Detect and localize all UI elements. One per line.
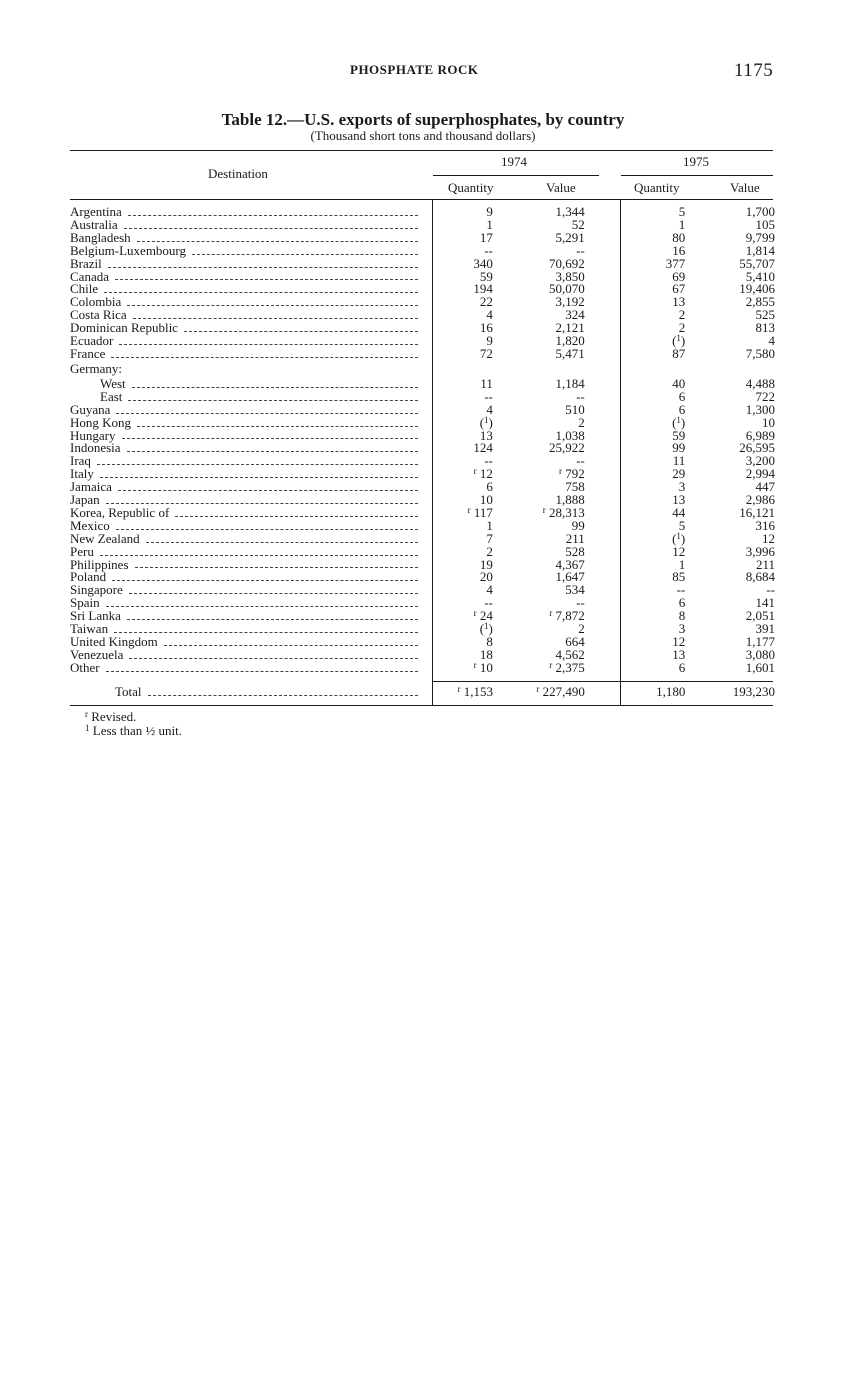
country-name: Venezuela [70,646,124,662]
quantity-1974-cell: 4 [486,307,493,323]
table-subtitle: (Thousand short tons and thousand dollars) [310,128,536,143]
quantity-1974-cell: -- [484,453,493,469]
value-1975-cell: 525 [755,307,775,323]
table-title: Table 12.—U.S. exports of superphosphates, by country [221,110,625,129]
quantity-1974-cell: 1 [486,517,493,533]
value-1975-cell: 447 [755,479,775,495]
quantity-1975-cell: 6 [678,401,686,417]
quantity-1974-cell: 1 [486,216,493,232]
country-name: Bangladesh [70,229,131,245]
value-1974-cell: $^r$ 792 [558,466,585,482]
quantity-1975-cell: 2 [678,320,686,336]
quantity-1975-cell: 6 [678,595,686,611]
country-name: Hungary [70,427,116,443]
dot-leader [129,658,418,659]
table-row [70,520,775,533]
dot-leader [129,593,418,594]
quantity-1975-cell: 40 [672,375,686,391]
country-name: Spain [70,595,100,611]
quantity-1974-cell: 124 [473,440,493,456]
dot-leader [127,619,418,620]
quantity-1974-cell: $^r$ 10 [473,659,493,675]
value-1974-cell: 3,850 [555,268,585,284]
country-name: Singapore [70,582,123,598]
value-1974-cell: $^r$ 28,313 [542,504,585,520]
quantity-1975-header: Quantity [634,180,680,195]
table-row [70,533,775,546]
value-1974-cell: $^r$ 7,872 [549,608,585,624]
footnotes [85,710,182,738]
value-1974-cell: 2,121 [555,320,585,336]
country-name: West [100,375,126,391]
footnote-revised: $^r$ Revised. [85,709,137,724]
dot-leader [132,387,418,388]
value-1974-cell: -- [576,242,585,258]
value-1974-cell: 1,344 [555,204,585,219]
dot-leader [116,413,418,414]
country-name: Peru [70,543,94,559]
quantity-1975-cell: 13 [672,492,686,508]
country-name: East [100,388,123,404]
dot-leader [97,464,418,465]
value-1974-cell: -- [576,595,585,611]
value-1974-cell: 5,291 [555,229,585,245]
dot-leader [133,318,418,319]
dot-leader [104,292,418,293]
country-name: Colombia [70,294,122,310]
value-1975-cell: 2,986 [745,492,775,508]
quantity-1974-cell: 11 [480,375,493,391]
dot-leader [100,477,418,478]
value-1975-cell: 4 [768,333,775,349]
value-1975-cell: 1,601 [745,659,775,675]
country-name: Mexico [70,517,110,533]
table-row [70,206,775,219]
value-1975-cell: 2,855 [745,294,775,310]
quantity-1974-cell: -- [484,595,493,611]
value-1974-cell: 3,192 [555,294,585,310]
country-name: Poland [70,569,107,585]
quantity-1974-cell: 340 [473,255,493,271]
page-number: 1175 [734,60,774,81]
quantity-1975-cell: 3 [678,621,686,637]
table-row [70,610,775,623]
value-1974-cell: 1,647 [555,569,585,585]
quantity-1974-cell: 4 [486,582,493,598]
value-1975-cell: 26,595 [739,440,775,456]
value-1975-cell: 722 [755,388,775,404]
total-quantity-1974: $^r$ 1,153 [457,684,494,699]
dot-leader [106,606,418,607]
value-1975-cell: 7,580 [745,345,775,361]
value-1974-cell: 1,184 [555,375,585,391]
value-1975-cell: 141 [755,595,775,611]
quantity-1975-cell: 87 [672,345,686,361]
quantity-1975-cell: 6 [678,659,686,675]
value-1974-cell: -- [576,388,585,404]
quantity-1974-cell: 17 [479,229,493,245]
table-row [70,559,775,572]
quantity-1975-cell: 59 [672,427,686,443]
dot-leader [116,529,418,530]
value-1974-cell: 25,922 [548,440,585,456]
country-name: Hong Kong [70,414,132,430]
quantity-1975-cell: -- [676,582,686,598]
table-row [70,404,775,417]
value-1974-cell: 1,038 [555,427,585,443]
value-1975-cell: 4,488 [745,375,775,391]
country-name: Ecuador [70,333,114,349]
header-bottom-rule [70,199,773,200]
value-1975-cell: 2,051 [745,608,775,624]
quantity-1974-cell: 22 [479,294,493,310]
quantity-1974-cell: 9 [486,333,493,349]
exports-table [70,206,775,675]
table-row [70,391,775,404]
total-quantity-1975: 1,180 [656,684,686,699]
dot-leader [122,438,419,439]
quantity-1975-cell: 1 [678,216,686,232]
year-1974-header: 1974 [501,154,527,169]
quantity-1975-cell: 8 [678,608,686,624]
quantity-1975-cell: ($^1$) [672,414,686,430]
quantity-1975-cell: 13 [672,646,686,662]
country-name: Japan [70,492,100,508]
dot-leader [118,490,418,491]
table-row [70,258,775,271]
country-name: Germany: [70,360,122,376]
table-row [70,494,775,507]
quantity-1974-cell: 18 [479,646,493,662]
quantity-1974-header: Quantity [448,180,494,195]
value-1975-cell: 2,994 [745,466,775,482]
table-row [70,219,775,232]
value-1975-cell: 12 [762,530,775,546]
country-name: Italy [70,466,94,482]
table-row [70,283,775,296]
value-1975-header: Value [730,180,760,195]
dot-leader [112,580,418,581]
quantity-1975-cell: 1 [678,556,686,572]
total-row [70,685,775,699]
table-row [70,636,775,649]
value-1974-cell: 1,888 [555,492,585,508]
value-1974-cell: -- [576,453,585,469]
value-1975-cell: 55,707 [739,255,775,271]
table-row [70,468,775,481]
quantity-1974-cell: 19 [479,556,493,572]
dot-leader [164,645,418,646]
quantity-1975-cell [585,361,686,378]
table-top-rule [70,150,773,151]
dot-leader [137,241,418,242]
table-row [70,649,775,662]
value-1975-cell: 3,080 [745,646,775,662]
quantity-1975-cell: 69 [672,268,686,284]
quantity-1975-cell: 6 [678,388,686,404]
country-name: Iraq [70,453,91,469]
dot-leader [128,215,418,216]
dot-leader [124,228,418,229]
table-row [70,271,775,284]
dot-leader [115,279,418,280]
value-1974-cell: 52 [571,216,585,232]
year-1974-rule [433,175,599,176]
value-1975-cell: 8,684 [745,569,775,585]
value-1975-cell: 3,200 [745,453,775,469]
quantity-1975-cell: 5 [678,204,686,219]
country-name: New Zealand [70,530,140,546]
table-row [70,348,775,361]
value-1975-cell: 1,300 [745,401,775,417]
quantity-1975-cell: 3 [678,479,686,495]
dot-leader [148,695,418,696]
quantity-1975-cell: 13 [672,294,686,310]
value-1975-cell: 813 [755,320,775,336]
table-row [70,584,775,597]
total-table [70,685,775,699]
dot-leader [192,254,418,255]
total-label: Total [115,684,142,699]
quantity-1974-cell: 8 [486,634,493,649]
value-1974-cell: 50,070 [548,281,585,297]
dot-leader [106,503,418,504]
country-name: Dominican Republic [70,320,178,336]
table-row [70,417,775,430]
total-rule [432,681,773,682]
table-row [70,442,775,455]
country-name: Belgium-Luxembourg [70,242,187,258]
destination-header: Destination [208,166,268,181]
quantity-1974-cell: $^r$ 117 [467,504,493,520]
quantity-1974-cell: -- [484,242,493,258]
quantity-1975-cell: 99 [672,440,686,456]
quantity-1974-cell: $^r$ 12 [473,466,493,482]
quantity-1974-cell: 20 [479,569,493,585]
dot-leader [111,357,418,358]
quantity-1974-cell: 2 [486,543,493,559]
quantity-1975-cell: 85 [672,569,686,585]
country-name: Guyana [70,401,111,417]
value-1974-cell: 211 [565,530,585,546]
country-name: Sri Lanka [70,608,121,624]
quantity-1974-cell: 13 [479,427,493,443]
dot-leader [127,305,418,306]
quantity-1975-cell: 377 [665,255,686,271]
table-row [70,335,775,348]
value-1974-cell: 758 [565,479,585,495]
dot-leader [137,426,418,427]
value-1975-cell: 3,996 [745,543,775,559]
table-row [70,361,775,378]
quantity-1974-cell: 194 [473,281,493,297]
value-1975-cell: -- [766,582,775,598]
dot-leader [127,451,418,452]
year-1975-header: 1975 [683,154,709,169]
table-row [70,571,775,584]
value-1974-cell: 534 [565,582,585,598]
country-name: Philippines [70,556,129,572]
country-name: United Kingdom [70,634,158,649]
value-1975-cell: 316 [755,517,775,533]
value-1974-cell: 2 [578,414,585,430]
quantity-1974-cell: 9 [486,204,493,219]
quantity-1974-cell: -- [484,388,493,404]
quantity-1975-cell: 5 [678,517,686,533]
value-1975-cell: 16,121 [739,504,775,520]
value-1974-cell: 4,562 [555,646,585,662]
table-row [70,662,775,675]
value-1975-cell: 6,989 [745,427,775,443]
country-name: Argentina [70,204,122,219]
table-row [70,378,775,391]
value-1975-cell: 9,799 [745,229,775,245]
value-1975-cell: 105 [755,216,775,232]
table-row [70,322,775,335]
dot-leader [100,555,418,556]
quantity-1975-cell: 44 [672,504,686,520]
dot-leader [106,671,418,672]
value-1974-cell: 528 [565,543,585,559]
value-1974-cell: 664 [565,634,585,649]
total-value-1975: 193,230 [732,684,775,699]
value-1975-cell: 391 [755,621,775,637]
table-bottom-rule [70,705,773,706]
quantity-1974-cell: 72 [479,345,493,361]
value-1975-cell: 10 [762,414,775,430]
quantity-1974-cell: 4 [486,401,493,417]
quantity-1975-cell: 29 [672,466,686,482]
quantity-1974-cell: 16 [479,320,493,336]
table-row [70,481,775,494]
country-name: France [70,345,106,361]
table-row [70,430,775,443]
quantity-1975-cell: ($^1$) [672,530,686,546]
total-value-1974: $^r$ 227,490 [536,684,585,699]
quantity-1975-cell: 67 [672,281,686,297]
footnote-less-than: $^1$ Less than ½ unit. [85,723,182,738]
table-row [70,597,775,610]
value-1974-cell: 99 [571,517,585,533]
value-1974-cell: 4,367 [555,556,585,572]
quantity-1975-cell: 12 [672,543,686,559]
country-name: Indonesia [70,440,121,456]
quantity-1975-cell: 2 [678,307,686,323]
value-1974-cell: 5,471 [555,345,585,361]
quantity-1974-cell: 10 [479,492,493,508]
country-name: Australia [70,216,118,232]
dot-leader [184,331,418,332]
table-row [70,623,775,636]
dot-leader [146,542,418,543]
value-1974-header: Value [546,180,576,195]
country-name: Chile [70,281,99,297]
dot-leader [175,516,418,517]
dot-leader [119,344,418,345]
quantity-1974-cell: ($^1$) [479,621,493,637]
quantity-1974-cell: $^r$ 24 [473,608,493,624]
value-1975-cell: 211 [755,556,775,572]
value-1975-cell: 1,814 [745,242,775,258]
quantity-1975-cell: 12 [672,634,686,649]
value-1974-cell: 324 [565,307,585,323]
value-1975-cell: 1,700 [745,204,775,219]
value-1974-cell: 510 [565,401,585,417]
quantity-1974-cell: ($^1$) [479,414,493,430]
dot-leader [114,632,418,633]
value-1974-cell: 1,820 [555,333,585,349]
value-1975-cell: 5,410 [745,268,775,284]
table-row [70,507,775,520]
quantity-1974-cell: 6 [486,479,493,495]
year-1975-rule [621,175,773,176]
country-name: Other [70,659,100,675]
quantity-1974-cell: 59 [479,268,493,284]
country-name: Costa Rica [70,307,127,323]
value-1974-cell: 2 [578,621,585,637]
value-1975-cell: 1,177 [745,634,775,649]
quantity-1975-cell: 80 [672,229,686,245]
running-head: PHOSPHATE ROCK [350,62,479,77]
country-name: Canada [70,268,109,284]
quantity-1974-cell: 7 [486,530,493,546]
value-1974-cell: 70,692 [548,255,585,271]
value-1974-cell: $^r$ 2,375 [549,659,585,675]
quantity-1975-cell: ($^1$) [672,333,686,349]
table-row [70,296,775,309]
table-row [70,455,775,468]
country-name: Brazil [70,255,102,271]
dot-leader [128,400,418,401]
country-name: Korea, Republic of [70,504,170,520]
country-name: Jamaica [70,479,112,495]
country-name: Taiwan [70,621,109,637]
dot-leader [135,567,418,568]
value-1975-cell: 19,406 [739,281,775,297]
table-row [70,546,775,559]
quantity-1975-cell: 16 [672,242,686,258]
dot-leader [108,267,418,268]
quantity-1975-cell: 11 [672,453,686,469]
